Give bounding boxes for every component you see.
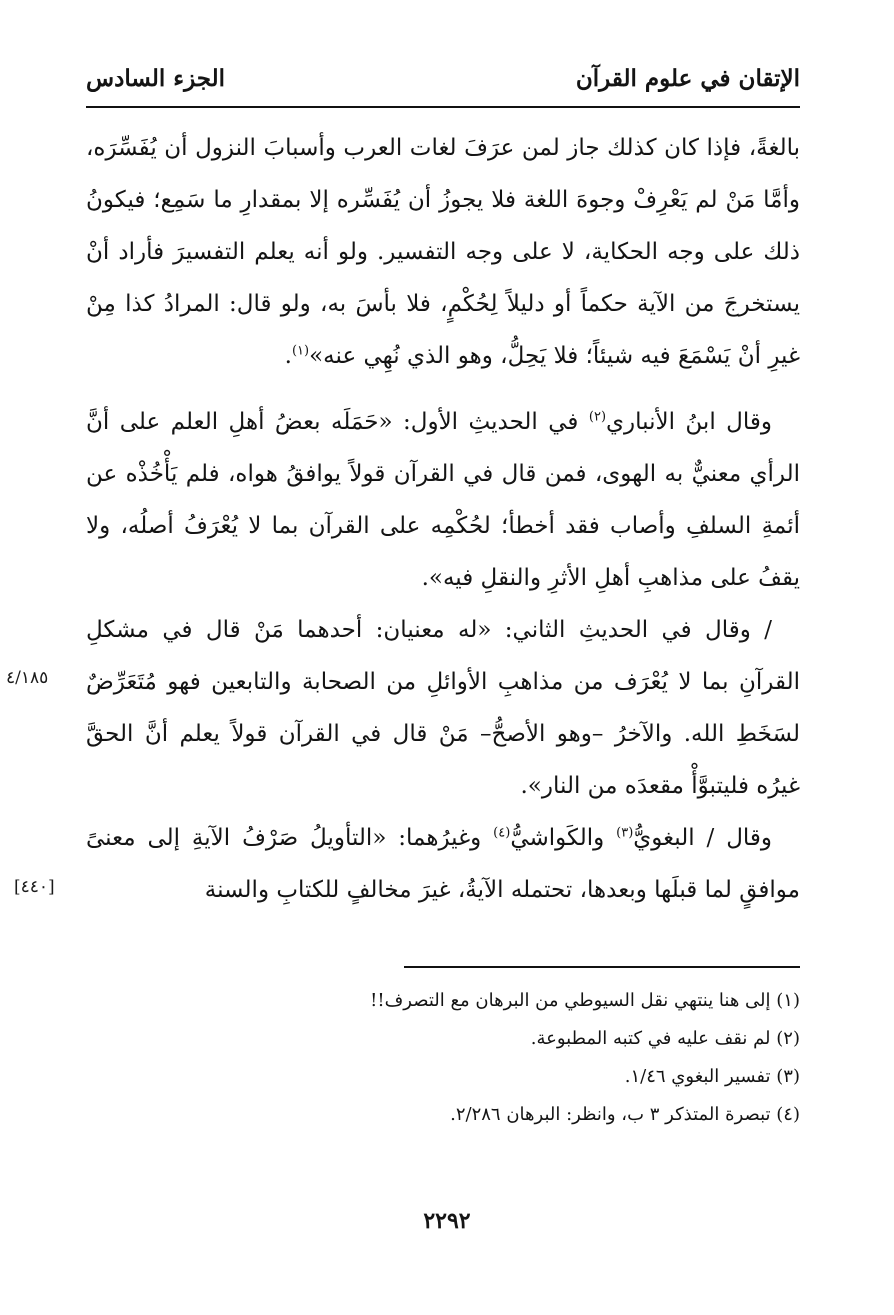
paragraph-1-text: بالغةً، فإذا كان كذلك جاز لمن عرَفَ لغات العرب وأسبابَ النزول أن يُفَسِّرَه، وأمَّا مَنْ لم يَعْرِفْ وجوهَ اللغة فلا يجوزُ أن يُفَسِّره إلا بمقدارِ ما سَمِع؛ فيكونُ ذلك على وجه الحكاية، لا على وجه التفسير. ولو أنه يعلم التفسيرَ فأراد أنْ يستخرجَ من الآية حكماً أو دليلاً لِحُكْمٍ، فلا بأسَ به، ولو قال: المرادُ كذا مِنْ غيرِ أنْ يَسْمَعَ فيه شيئاً؛ فلا يَحِلُّ، وهو الذي نُهِي عنه» <box>86 135 800 369</box>
header-rule <box>86 106 800 108</box>
paragraph-2-text: في الحديثِ الأول: «حَمَلَه بعضُ أهلِ العلم على أنَّ الرأي معنيٌّ به الهوى، فمن قال في القرآن قولاً يوافقُ هواه، فلم يَأْخُذْه عن أئمةِ السلفِ وأصاب فقد أخطأ؛ لحُكْمِه على القرآن بما لا يُعْرَفُ أصلُه، ولا يقفُ على مذاهبِ أهلِ الأثرِ والنقلِ فيه». <box>86 409 800 591</box>
margin-reference-2: [٤٤٠] <box>14 877 55 897</box>
paragraph-2-lead: وقال ابنُ الأنباري <box>606 409 772 435</box>
footnotes <box>86 982 800 1134</box>
paragraph-1-end: . <box>284 343 292 369</box>
footnote-ref-3: (٣) <box>616 825 634 841</box>
footnote-2: (٢) لم نقف عليه في كتبه المطبوعة. <box>530 1028 800 1049</box>
footnote-ref-1: (١) <box>291 343 310 359</box>
footnote-ref-4: (٤) <box>493 825 511 841</box>
paragraph-4-text: وغيرُهما: «التأويلُ صَرْفُ الآيةِ إلى معنىً موافقٍ لما قبلَها وبعدها، تحتمله الآيةُ، غيرَ مخالفٍ للكتابِ والسنة <box>86 825 800 903</box>
book-title: الإتقان في علوم القرآن <box>575 65 800 92</box>
part-title: الجزء السادس <box>86 65 225 92</box>
paragraph-1 <box>86 122 800 382</box>
footnote-4: (٤) تبصرة المتذكر ٣ ب، وانظر: البرهان ٢/٢٨٦. <box>450 1104 800 1125</box>
paragraph-2 <box>86 396 800 604</box>
margin-reference-1: ٤/١٨٥ <box>6 668 49 688</box>
footnote-ref-2: (٢) <box>588 409 607 425</box>
paragraph-4-lead: وقال / البغويُّ <box>633 825 773 851</box>
page-header <box>86 52 800 92</box>
footnote-3: (٣) تفسير البغوي ١/٤٦. <box>624 1066 800 1087</box>
footnote-rule <box>404 966 800 968</box>
main-text <box>86 122 800 916</box>
paragraph-3 <box>86 604 800 812</box>
paragraph-3-text: / وقال في الحديثِ الثاني: «له معنيان: أحدهما مَنْ قال في مشكلِ القرآنِ بما لا يُعْرَف من مذاهبِ الأوائلِ من الصحابة والتابعين فهو مُتَعَرِّضٌ لسَخَطِ الله. والآخرُ –وهو الأصحُّ– مَنْ قال في القرآن قولاً يعلم أنَّ الحقَّ غيرُه فليتبوَّأْ مقعدَه من النار». <box>86 617 800 799</box>
paragraph-4-mid: والكَواشيُّ <box>510 825 617 851</box>
footnote-1: (١) إلى هنا ينتهي نقل السيوطي من البرهان مع التصرف!! <box>370 990 800 1011</box>
paragraph-4 <box>86 812 800 916</box>
page-number: ٢٢٩٢ <box>423 1208 471 1234</box>
